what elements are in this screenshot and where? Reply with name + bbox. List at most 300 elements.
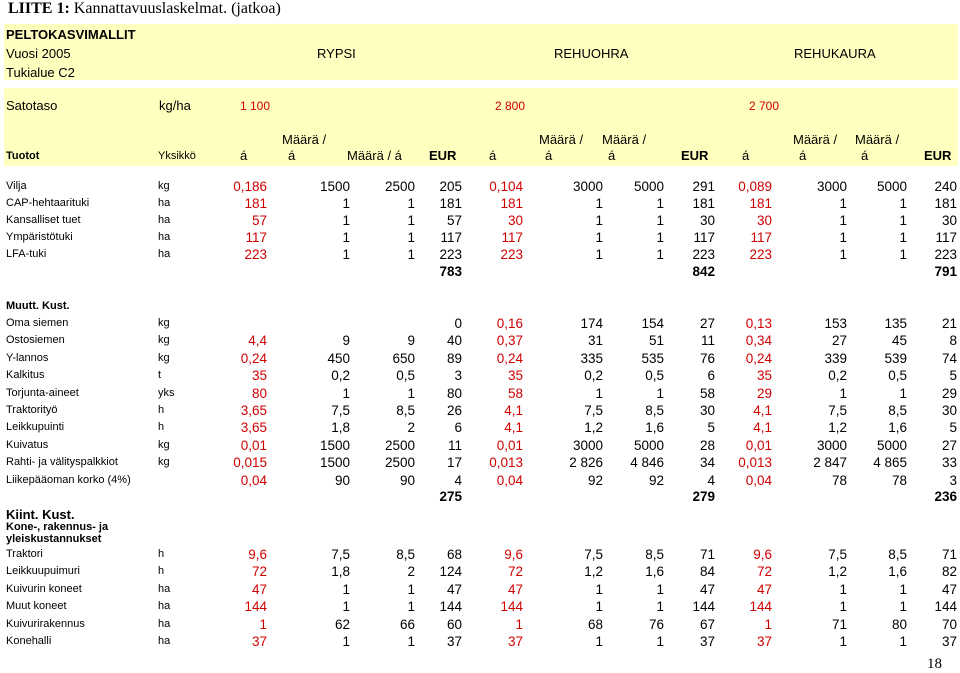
fixed-name-5: Konehalli [6, 635, 52, 647]
variable-val-2-9: 339 [824, 350, 847, 366]
page-number: 18 [927, 656, 942, 672]
variable-val-6-0: 3,65 [240, 420, 267, 436]
variable-val-3-9: 0,2 [828, 368, 847, 384]
variable-val-9-10: 78 [891, 472, 907, 488]
variable-val-8-4: 0,013 [489, 455, 523, 471]
variable-val-0-6: 154 [641, 316, 664, 331]
income-val-2-3: 57 [446, 213, 462, 228]
variable-val-1-4: 0,37 [496, 333, 523, 349]
fixed-val-2-9: 1 [839, 581, 847, 597]
variable-val-4-10: 1 [899, 385, 907, 401]
fixed-val-0-6: 8,5 [645, 547, 664, 562]
variable-val-7-0: 0,01 [240, 437, 267, 453]
fixed-val-0-8: 9,6 [753, 547, 772, 562]
variable-val-1-7: 11 [700, 333, 715, 349]
variable-val-8-10: 4 865 [873, 455, 907, 471]
variable-val-2-1: 450 [327, 350, 350, 366]
variable-val-3-8: 35 [756, 368, 772, 384]
fixed-subtitle-2: yleiskustannukset [6, 533, 102, 545]
variable-unit-7: kg [158, 438, 170, 451]
col-maara1-bottom-1: á [545, 148, 553, 163]
fixed-val-3-2: 1 [407, 599, 415, 615]
variable-val-1-10: 45 [891, 333, 907, 349]
variable-val-2-7: 76 [699, 350, 715, 366]
col-maara2-bottom-1: á [608, 148, 616, 163]
yield-unit: kg/ha [159, 98, 191, 113]
fixed-val-2-5: 1 [595, 581, 603, 597]
fixed-val-1-5: 1,2 [584, 564, 603, 580]
fixed-val-0-7: 71 [699, 547, 715, 562]
col-maara2-top-2: Määrä / [855, 132, 900, 147]
income-val-1-5: 1 [595, 196, 603, 211]
col-maara1-top-0: Määrä / [282, 132, 327, 147]
income-val-4-11: 223 [934, 247, 957, 262]
income-total-2: 791 [934, 264, 957, 279]
fixed-unit-1: h [158, 565, 165, 578]
variable-val-7-4: 0,01 [496, 437, 523, 453]
fixed-val-1-3: 124 [439, 564, 462, 580]
fixed-val-1-11: 82 [941, 564, 957, 580]
variable-val-4-6: 1 [656, 385, 664, 401]
variable-val-6-3: 6 [454, 420, 462, 436]
fixed-val-2-8: 47 [756, 581, 772, 597]
fixed-val-0-9: 7,5 [828, 547, 847, 562]
income-val-1-11: 181 [934, 196, 957, 211]
fixed-val-2-2: 1 [407, 581, 415, 597]
variable-name-5: Traktorityö [6, 404, 58, 416]
caption [8, 0, 281, 18]
income-val-3-4: 117 [501, 230, 523, 245]
fixed-val-0-5: 7,5 [584, 547, 603, 562]
fixed-val-4-7: 67 [699, 616, 715, 632]
fixed-val-3-10: 1 [899, 599, 907, 615]
variable-val-3-1: 0,2 [331, 368, 350, 384]
income-val-2-6: 1 [656, 213, 664, 228]
variable-name-9: Liikepääoman korko (4%) [6, 473, 131, 486]
variable-val-5-3: 26 [446, 403, 462, 418]
income-val-2-7: 30 [699, 213, 715, 228]
income-val-1-3: 181 [439, 196, 462, 211]
fixed-val-0-3: 68 [446, 547, 462, 562]
fixed-val-3-0: 144 [244, 599, 267, 615]
columns-band [4, 88, 958, 166]
fixed-val-1-7: 84 [699, 564, 715, 580]
fixed-val-4-4: 1 [515, 616, 523, 632]
variable-val-0-7: 27 [699, 316, 715, 331]
variable-val-1-11: 8 [949, 333, 957, 349]
fixed-val-2-1: 1 [342, 581, 350, 597]
variable-unit-3: t [158, 369, 162, 382]
variable-val-6-2: 2 [407, 420, 415, 436]
fixed-val-5-9: 1 [839, 634, 847, 649]
variable-total-1: 279 [692, 489, 715, 504]
income-val-3-7: 117 [693, 230, 715, 245]
income-val-4-5: 1 [595, 247, 603, 262]
variable-val-5-5: 7,5 [584, 403, 603, 418]
variable-val-4-2: 1 [407, 385, 415, 401]
variable-val-9-4: 0,04 [496, 472, 523, 488]
fixed-val-4-1: 62 [334, 616, 350, 632]
variable-val-3-2: 0,5 [396, 368, 415, 384]
fixed-val-5-10: 1 [899, 634, 907, 649]
col-maara2-bottom-2: á [861, 148, 869, 163]
income-val-4-2: 1 [407, 247, 415, 262]
fixed-val-3-8: 144 [749, 599, 772, 615]
fixed-val-0-2: 8,5 [396, 547, 415, 562]
col-eur-2: EUR [924, 148, 952, 163]
income-val-3-2: 1 [407, 230, 415, 245]
income-val-4-4: 223 [500, 247, 523, 262]
variable-val-0-3: 0 [454, 316, 462, 331]
income-name-1: CAP-hehtaarituki [6, 197, 90, 209]
income-name-0: Vilja [6, 180, 27, 192]
income-val-1-9: 1 [839, 196, 847, 211]
income-val-0-11: 240 [934, 179, 957, 194]
income-val-2-11: 30 [941, 213, 957, 228]
variable-val-1-6: 51 [648, 333, 664, 349]
variable-val-3-10: 0,5 [888, 368, 907, 384]
income-unit-0: kg [158, 180, 170, 192]
col-eur-1: EUR [681, 148, 709, 163]
variable-val-5-6: 8,5 [645, 403, 664, 418]
model-title: PELTOKASVIMALLIT [6, 27, 136, 42]
variable-val-3-7: 6 [707, 368, 715, 384]
fixed-name-4: Kuivurirakennus [6, 617, 85, 630]
income-val-0-0: 0,186 [233, 179, 267, 194]
variable-val-8-9: 2 847 [813, 455, 847, 471]
variable-val-4-11: 29 [941, 385, 957, 401]
income-val-4-9: 1 [839, 247, 847, 262]
variable-val-5-0: 3,65 [240, 403, 267, 418]
fixed-val-5-0: 37 [251, 634, 267, 649]
variable-val-8-6: 4 846 [630, 455, 664, 471]
fixed-val-5-6: 1 [656, 634, 664, 649]
variable-val-5-7: 30 [699, 403, 715, 418]
fixed-val-1-6: 1,6 [645, 564, 664, 580]
income-val-0-7: 291 [692, 179, 715, 194]
income-val-1-0: 181 [244, 196, 267, 211]
income-val-2-8: 30 [756, 213, 772, 228]
income-val-4-7: 223 [692, 247, 715, 262]
variable-val-1-5: 31 [587, 333, 603, 349]
variable-val-3-6: 0,5 [645, 368, 664, 384]
fixed-val-1-4: 72 [507, 564, 523, 580]
fixed-val-4-3: 60 [446, 616, 462, 632]
income-name-4: LFA-tuki [6, 248, 47, 260]
income-val-3-0: 117 [245, 230, 267, 245]
variable-total-2: 236 [934, 489, 957, 504]
fixed-val-1-0: 72 [251, 564, 267, 580]
caption-text: Kannattavuuslaskelmat. (jatkoa) [69, 0, 281, 17]
variable-val-2-4: 0,24 [496, 350, 523, 366]
income-val-1-4: 181 [500, 196, 523, 211]
col-maara1-bottom-2: á [799, 148, 807, 163]
income-val-4-10: 1 [899, 247, 907, 262]
income-val-2-4: 30 [507, 213, 523, 228]
fixed-unit-5: ha [158, 635, 171, 647]
variable-val-7-11: 27 [941, 437, 957, 453]
variable-title: Muutt. Kust. [6, 300, 70, 312]
variable-val-7-5: 3000 [572, 437, 603, 453]
variable-val-6-11: 5 [949, 420, 957, 436]
fixed-val-1-10: 1,6 [888, 564, 907, 580]
variable-val-4-4: 58 [507, 385, 523, 401]
variable-val-6-5: 1,2 [584, 420, 603, 436]
income-val-3-3: 117 [440, 230, 462, 245]
variable-val-6-9: 1,2 [828, 420, 847, 436]
col-yksikko: Yksikkö [158, 150, 196, 162]
fixed-val-4-2: 66 [399, 616, 415, 632]
year-label: Vuosi 2005 [6, 46, 71, 61]
variable-val-9-2: 90 [399, 472, 415, 488]
income-val-2-0: 57 [251, 213, 267, 228]
fixed-val-0-4: 9,6 [504, 547, 523, 562]
fixed-val-0-10: 8,5 [888, 547, 907, 562]
fixed-val-3-3: 144 [439, 599, 462, 615]
fixed-name-2: Kuivurin koneet [6, 582, 82, 595]
fixed-val-5-2: 1 [407, 634, 415, 649]
variable-val-4-3: 80 [446, 385, 462, 401]
fixed-val-2-4: 47 [507, 581, 523, 597]
income-unit-3: ha [158, 231, 171, 243]
variable-name-2: Y-lannos [6, 351, 49, 364]
variable-val-8-0: 0,015 [233, 455, 267, 471]
fixed-val-3-9: 1 [839, 599, 847, 615]
fixed-val-3-1: 1 [342, 599, 350, 615]
variable-val-8-8: 0,013 [738, 455, 772, 471]
income-val-0-2: 2500 [384, 179, 415, 194]
variable-unit-4: yks [158, 386, 175, 399]
fixed-val-0-0: 9,6 [248, 547, 267, 562]
yield-rehukaura: 2 700 [749, 99, 780, 113]
variable-val-4-8: 29 [756, 385, 772, 401]
fixed-val-4-8: 1 [764, 616, 772, 632]
variable-val-3-5: 0,2 [584, 368, 603, 384]
variable-val-8-7: 34 [699, 455, 715, 471]
income-val-4-8: 223 [749, 247, 772, 262]
variable-total-0: 275 [439, 489, 462, 504]
income-val-1-2: 1 [407, 196, 415, 211]
variable-val-9-8: 0,04 [745, 472, 772, 488]
fixed-val-5-5: 1 [595, 634, 603, 649]
variable-val-7-2: 2500 [384, 437, 415, 453]
income-total-1: 842 [692, 264, 715, 279]
variable-val-8-1: 1500 [319, 455, 350, 471]
income-val-3-5: 1 [595, 230, 603, 245]
variable-val-3-11: 5 [949, 368, 957, 384]
income-val-1-1: 1 [342, 196, 350, 211]
income-val-1-10: 1 [899, 196, 907, 211]
income-val-3-9: 1 [839, 230, 847, 245]
fixed-unit-2: ha [158, 582, 171, 595]
variable-val-6-10: 1,6 [888, 420, 907, 436]
variable-val-5-10: 8,5 [888, 403, 907, 418]
fixed-val-5-3: 37 [446, 634, 462, 649]
income-name-2: Kansalliset tuet [6, 214, 81, 226]
income-val-2-1: 1 [342, 213, 350, 228]
fixed-val-2-6: 1 [656, 581, 664, 597]
variable-val-1-1: 9 [342, 333, 350, 349]
variable-val-2-5: 335 [580, 350, 603, 366]
crop-rehuohra: REHUOHRA [554, 46, 629, 61]
fixed-val-2-10: 1 [899, 581, 907, 597]
variable-val-2-2: 650 [392, 350, 415, 366]
variable-val-2-3: 89 [446, 350, 462, 366]
fixed-val-4-0: 1 [259, 616, 267, 632]
fixed-val-3-6: 1 [656, 599, 664, 615]
variable-unit-2: kg [158, 351, 170, 364]
income-val-3-8: 117 [750, 230, 772, 245]
income-val-0-4: 0,104 [489, 179, 523, 194]
variable-val-0-11: 21 [941, 316, 957, 331]
fixed-val-1-2: 2 [407, 564, 415, 580]
variable-val-1-2: 9 [407, 333, 415, 349]
variable-val-0-4: 0,16 [496, 316, 523, 331]
variable-val-5-2: 8,5 [396, 403, 415, 418]
col-tuotot: Tuotot [6, 150, 40, 162]
variable-val-0-9: 153 [824, 316, 847, 331]
fixed-unit-0: h [158, 548, 165, 560]
fixed-val-5-1: 1 [342, 634, 350, 649]
fixed-val-4-11: 70 [941, 616, 957, 632]
variable-val-7-7: 28 [699, 437, 715, 453]
income-unit-4: ha [158, 248, 171, 260]
income-val-3-1: 1 [342, 230, 350, 245]
fixed-title: Kiint. Kust. [6, 507, 75, 522]
variable-name-8: Rahti- ja välityspalkkiot [6, 456, 118, 469]
col-a-1: á [489, 148, 497, 163]
variable-val-9-1: 90 [334, 472, 350, 488]
income-name-3: Ympäristötuki [6, 231, 73, 243]
variable-val-9-5: 92 [587, 472, 603, 488]
variable-val-7-8: 0,01 [745, 437, 772, 453]
income-total-0: 783 [439, 264, 462, 279]
variable-val-5-11: 30 [941, 403, 957, 418]
income-val-0-10: 5000 [876, 179, 907, 194]
variable-val-7-6: 5000 [633, 437, 664, 453]
fixed-val-0-1: 7,5 [331, 547, 350, 562]
variable-name-4: Torjunta-aineet [6, 386, 79, 399]
fixed-name-1: Leikkuupuimuri [6, 565, 80, 578]
income-val-3-10: 1 [899, 230, 907, 245]
variable-val-2-11: 74 [941, 350, 957, 366]
fixed-val-1-1: 1,8 [331, 564, 350, 580]
variable-val-6-1: 1,8 [331, 420, 350, 436]
variable-val-4-5: 1 [595, 385, 603, 401]
fixed-val-5-4: 37 [507, 634, 523, 649]
variable-val-1-9: 27 [831, 333, 847, 349]
variable-val-2-10: 539 [884, 350, 907, 366]
fixed-val-2-11: 47 [941, 581, 957, 597]
fixed-val-2-3: 47 [446, 581, 462, 597]
variable-val-2-0: 0,24 [240, 350, 267, 366]
col-maara1-top-2: Määrä / [793, 132, 838, 147]
fixed-val-5-7: 37 [699, 634, 715, 649]
variable-name-0: Oma siemen [6, 317, 69, 329]
variable-val-9-7: 4 [707, 472, 715, 488]
fixed-val-3-5: 1 [595, 599, 603, 615]
fixed-val-3-7: 144 [692, 599, 715, 615]
income-val-2-10: 1 [899, 213, 907, 228]
variable-val-8-2: 2500 [384, 455, 415, 471]
fixed-subtitle-1: Kone-, rakennus- ja [6, 521, 109, 533]
variable-val-8-11: 33 [941, 455, 957, 471]
income-val-2-9: 1 [839, 213, 847, 228]
income-val-0-1: 1500 [319, 179, 350, 194]
income-val-2-2: 1 [407, 213, 415, 228]
income-val-0-8: 0,089 [738, 179, 772, 194]
area-label: Tukialue C2 [6, 65, 75, 80]
crop-rehukaura: REHUKAURA [794, 46, 876, 61]
fixed-val-5-11: 37 [941, 634, 957, 649]
variable-val-4-7: 58 [699, 385, 715, 401]
variable-val-4-0: 80 [251, 385, 267, 401]
variable-val-0-8: 0,13 [745, 316, 772, 331]
income-val-1-7: 181 [692, 196, 715, 211]
crop-rypsi: RYPSI [317, 46, 356, 61]
variable-val-2-8: 0,24 [745, 350, 772, 366]
variable-val-8-5: 2 826 [569, 455, 603, 471]
variable-name-3: Kalkitus [6, 369, 45, 382]
variable-val-9-0: 0,04 [240, 472, 267, 488]
variable-val-6-7: 5 [707, 420, 715, 436]
variable-unit-6: h [158, 421, 165, 434]
fixed-name-3: Muut koneet [6, 600, 67, 613]
col-a-2: á [742, 148, 750, 163]
fixed-val-2-0: 47 [251, 581, 267, 597]
yield-rehuohra: 2 800 [495, 99, 526, 113]
fixed-val-1-8: 72 [756, 564, 772, 580]
fixed-val-4-6: 76 [648, 616, 664, 632]
col-maara1-top-1: Määrä / [539, 132, 584, 147]
fixed-unit-4: ha [158, 617, 171, 630]
income-val-2-5: 1 [595, 213, 603, 228]
variable-val-5-9: 7,5 [828, 403, 847, 418]
income-val-4-1: 1 [342, 247, 350, 262]
caption-label: LIITE 1: [8, 0, 70, 17]
variable-name-1: Ostosiemen [6, 334, 65, 347]
variable-unit-1: kg [158, 334, 170, 347]
variable-val-0-5: 174 [580, 316, 603, 331]
variable-val-5-4: 4,1 [504, 403, 523, 418]
fixed-val-4-10: 80 [891, 616, 907, 632]
variable-val-4-1: 1 [342, 385, 350, 401]
variable-val-8-3: 17 [446, 455, 462, 471]
col-maara2-top-1: Määrä / [602, 132, 647, 147]
variable-val-6-6: 1,6 [645, 420, 664, 436]
variable-val-9-9: 78 [831, 472, 847, 488]
variable-val-7-10: 5000 [876, 437, 907, 453]
fixed-val-4-5: 68 [587, 616, 603, 632]
income-val-0-9: 3000 [816, 179, 847, 194]
income-unit-2: ha [158, 214, 171, 226]
fixed-val-1-9: 1,2 [828, 564, 847, 580]
fixed-unit-3: ha [158, 600, 171, 613]
income-val-3-11: 117 [935, 230, 957, 245]
fixed-val-5-8: 37 [756, 634, 772, 649]
variable-unit-8: kg [158, 456, 170, 469]
variable-val-9-11: 3 [949, 472, 957, 488]
income-val-0-5: 3000 [572, 179, 603, 194]
income-val-0-3: 205 [439, 179, 462, 194]
income-val-1-8: 181 [749, 196, 772, 211]
variable-val-9-6: 92 [648, 472, 664, 488]
fixed-val-4-9: 71 [831, 616, 847, 632]
variable-val-3-4: 35 [507, 368, 523, 384]
variable-val-1-3: 40 [446, 333, 462, 349]
variable-val-7-3: 11 [447, 437, 462, 453]
variable-name-6: Leikkupuinti [6, 421, 65, 434]
